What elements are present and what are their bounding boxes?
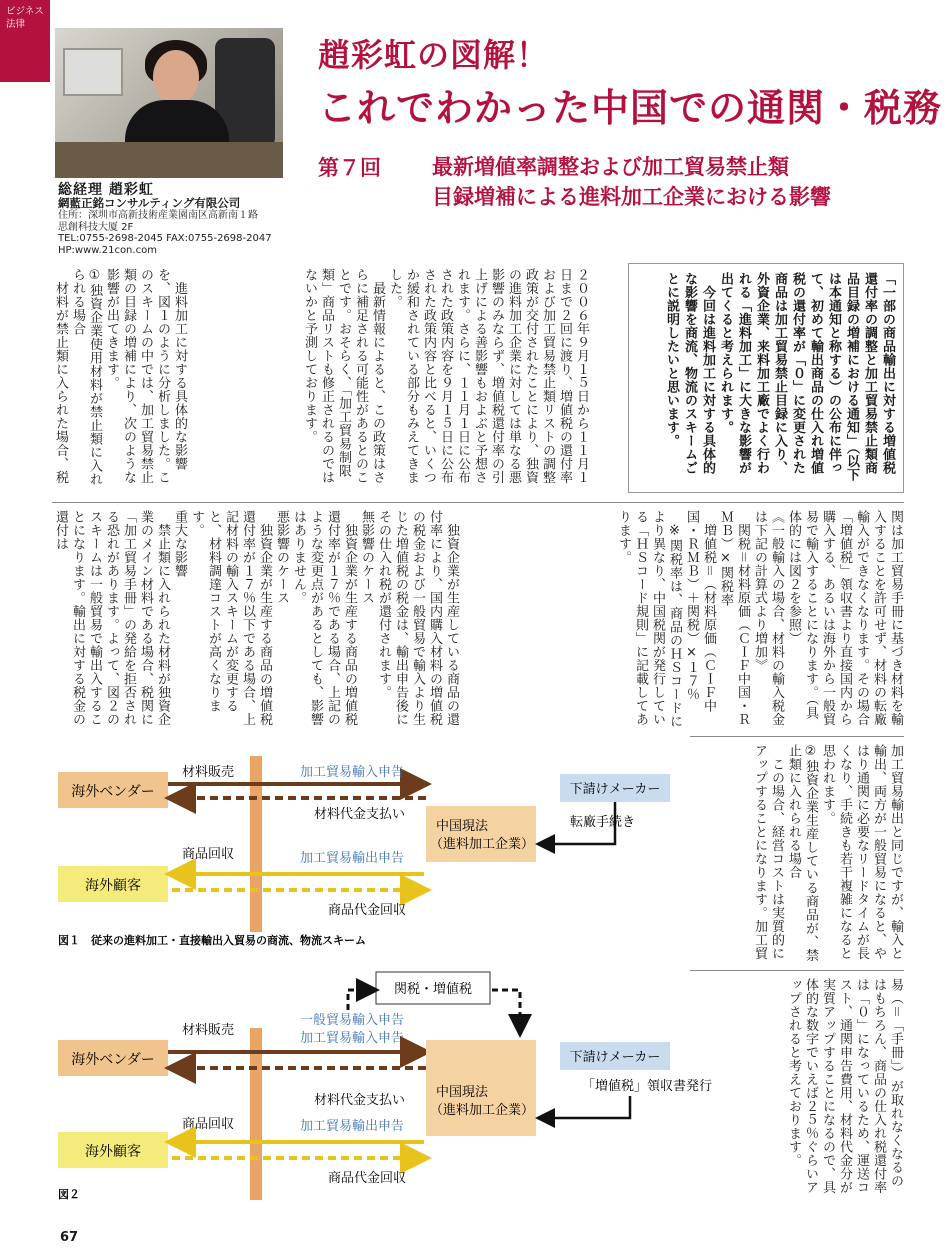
figure-2 bbox=[52, 968, 713, 1208]
fig1-caption: 図１ 従来の進料加工・直接輸出入貿易の商流、物流スキーム bbox=[58, 934, 366, 947]
figure-1 bbox=[52, 748, 682, 953]
fig2-label-general-import: 一般貿易輸入申告 bbox=[300, 1013, 405, 1028]
subtitle-line1: 最新増値率調整および加工貿易禁止類 bbox=[432, 155, 789, 179]
fig2-corp-label1: 中国現法 bbox=[436, 1085, 489, 1100]
body-col-c: 関は加工貿易手冊に基づき材料を輸入することを許可せず、材料の転廠輸入ができなくなります。その場合「増値税」領収書より直接国内から購入する、あるいは海外から一般貿易で輸入することになります。（具体的には図２を参照） 《一般輸入の場合、材料の輸入税金は下記の計算式より増加》 関税＝材料原価（ＣＩＦ中国・ＲＭＢ）×関税率 増値税＝（材料原価（ＣＩＦ中国・ＲＭＢ）＋関税）×１７％ ※関税率は、商品のＨＳコードにより異なり、中国税関が発行している「ＨＳコード規則」に記載してあります。 bbox=[616, 510, 903, 728]
fig2-tax-label: 関税・増値税 bbox=[393, 982, 473, 997]
fig2-label-export-decl: 加工貿易輸出申告 bbox=[300, 1119, 405, 1134]
fig2-corp-label2: （進料加工企業） bbox=[430, 1103, 535, 1118]
fig2-label-material-sales: 材料販売 bbox=[182, 1023, 235, 1038]
author-photo bbox=[55, 28, 283, 178]
separator-1 bbox=[52, 502, 904, 503]
section-tag bbox=[0, 0, 50, 82]
author-company: 網藍正銘コンサルティング有限公司 bbox=[58, 196, 241, 210]
separator-2 bbox=[690, 736, 904, 737]
author-contact bbox=[58, 210, 272, 256]
body-col-a: ２００６年９月１５日から１１月１日まで２回に渡り、増値税の還付率および加工貿易禁止類リストの調整政策が交付されたことにより、独資の進料加工企業に対しては単なる悪影響のみならず、増値税還付率の引上げによる善影響もおよぶと予想されます。さらに、１１月１日に公布された政策内容を９月１５日に公布された政策内容と比べると、いくつか緩和されている部分もみえてきました。 最新情報によると、この政策はさらに補足される可能性があるとのことです。おそらく、「加工貿易制限類」商品リストも修正されるのではないかと予測しております。 bbox=[302, 268, 589, 484]
separator-3 bbox=[690, 970, 904, 971]
body-col-e: 加工貿易輸出と同じですが、輸入と輸出、両方が一般貿易になると、やはり通関に必要なリードタイムが長くなり、手続きも若干複雑になると思われます。 ②独資企業生産している商品が、禁止類に入れられる場合 この場合、経営コストは実質的にアップすることになります。加工貿 bbox=[752, 744, 903, 962]
fig2-caption: 図２ bbox=[58, 1188, 80, 1201]
fig1-label-goods-pay: 商品代金回収 bbox=[328, 903, 407, 918]
fig1-label-transfer: 転廠手続き bbox=[570, 815, 636, 830]
fig2-arrow-tax-out bbox=[492, 990, 520, 1032]
fig1-corp-label1: 中国現法 bbox=[436, 819, 489, 834]
fig1-vendor-label: 海外ベンダー bbox=[71, 784, 155, 800]
page-number: 67 bbox=[60, 1230, 79, 1245]
section-tag-line1: ビジネス bbox=[6, 6, 44, 17]
fig2-label-import-decl: 加工貿易輸入申告 bbox=[300, 1031, 405, 1046]
fig2-label-receipt: 「増値税」領収書発行 bbox=[582, 1079, 713, 1094]
section-tag-line2: 法律 bbox=[6, 19, 26, 30]
body-col-d: 独資企業が生産している商品の還付率により、国内購入材料の増値税の税金および一般貿易で輸入より生じた増値税の税金は、輸出申告後にその仕入れ税が還付されます。 無影響のケース 独資企業が生産する商品の増値税還付率が１７％である場合、上記のような変更点があるとしても、影響はありません。 悪影響のケース 独資企業が生産する商品の増値税還付率が１７％以下である場合、上記材料の輸入スキームが変更すると、材料調達コストが高くなります。 重大な影響 禁止類に入れられた材料が独資企業のメイン材料である場合、税関に「加工貿易手冊」の発給を拒否される恐れがあります。よって、図２のスキームは一般貿易で輸出入することになります。輸出に対する税金の還付は bbox=[53, 510, 459, 726]
tel-fax: TEL:0755-2698-2045 FAX:0755-2698-2047 bbox=[58, 233, 272, 244]
title-line2: これでわかった中国での通関・税務 bbox=[318, 86, 943, 130]
fig1-label-import-decl: 加工貿易輸入申告 bbox=[300, 765, 405, 780]
fig2-arrow-tax-in bbox=[348, 990, 374, 1010]
title-line1: 趙彩虹の図解！ bbox=[318, 36, 550, 74]
fig2-customer-label: 海外顧客 bbox=[85, 1144, 141, 1160]
intro-box bbox=[628, 263, 904, 493]
fig1-corp-box bbox=[426, 806, 536, 862]
fig2-arrow-receipt bbox=[540, 1096, 630, 1118]
fig2-label-goods-collect: 商品回収 bbox=[182, 1117, 235, 1132]
address-line2: 思創科技大厦 2F bbox=[58, 221, 134, 233]
fig1-sub-label: 下請けメーカー bbox=[569, 782, 661, 797]
issue-number: 第７回 bbox=[318, 156, 381, 180]
body-col-b: 進料加工に対する具体的な影響を、図１のように分析しました。このスキームの中では、加工貿易禁止類の目録の増補により、次のような影響が出てきます。 ①独資企業使用材料が禁止類に入れられる場合 材料が禁止類に入られた場合、税 bbox=[53, 268, 187, 486]
fig2-label-material-pay: 材料代金支払い bbox=[314, 1093, 406, 1108]
body-col-f: 易（＝「手冊」）が取れなくなるのはもちろん、商品の仕入れ税還付率は「０」になっているため、運送コスト、通関申告費用、材料代金分が実質アップすることになるので、具体的な数字でいえば２５％ぐらいアップされると考えております。 bbox=[786, 978, 903, 1194]
fig1-customer-label: 海外顧客 bbox=[85, 878, 141, 894]
intro-text: 「一部の商品輸出に対する増値税還付率の調整と加工貿易禁止類商品目録の増補における通知」（以下は本通知と称する）の公布に伴って、初めて輸出商品の仕入れ増値税の還付率が「０」に変更された商品は加工貿易禁止目録に入り、外資企業、来料加工廠でよく行われる「進料加工」に大きな影響が出てくると考えられます。 今回は進料加工に対する具体的な影響を商流、物流のスキームごとに説明したいと思います。 bbox=[664, 272, 895, 482]
fig1-label-goods-collect: 商品回収 bbox=[182, 847, 235, 862]
homepage: HP:www.21con.com bbox=[58, 244, 157, 256]
fig1-label-material-pay: 材料代金支払い bbox=[314, 807, 406, 822]
fig1-label-export-decl: 加工貿易輸出申告 bbox=[300, 851, 405, 866]
author-name: 総経理 趙彩虹 bbox=[58, 182, 154, 198]
fig1-label-material-sales: 材料販売 bbox=[182, 765, 235, 780]
fig2-vendor-label: 海外ベンダー bbox=[71, 1052, 155, 1068]
subtitle-line2: 目録増補による進料加工企業における影響 bbox=[432, 185, 831, 209]
fig2-label-goods-pay: 商品代金回収 bbox=[328, 1171, 407, 1186]
fig2-sub-label: 下請けメーカー bbox=[569, 1050, 661, 1065]
fig1-corp-label2: （進料加工企業） bbox=[430, 837, 535, 852]
address-line1: 住所：深圳市高新技術産業園南区高新南１路 bbox=[58, 210, 258, 221]
subtitle bbox=[432, 152, 831, 212]
